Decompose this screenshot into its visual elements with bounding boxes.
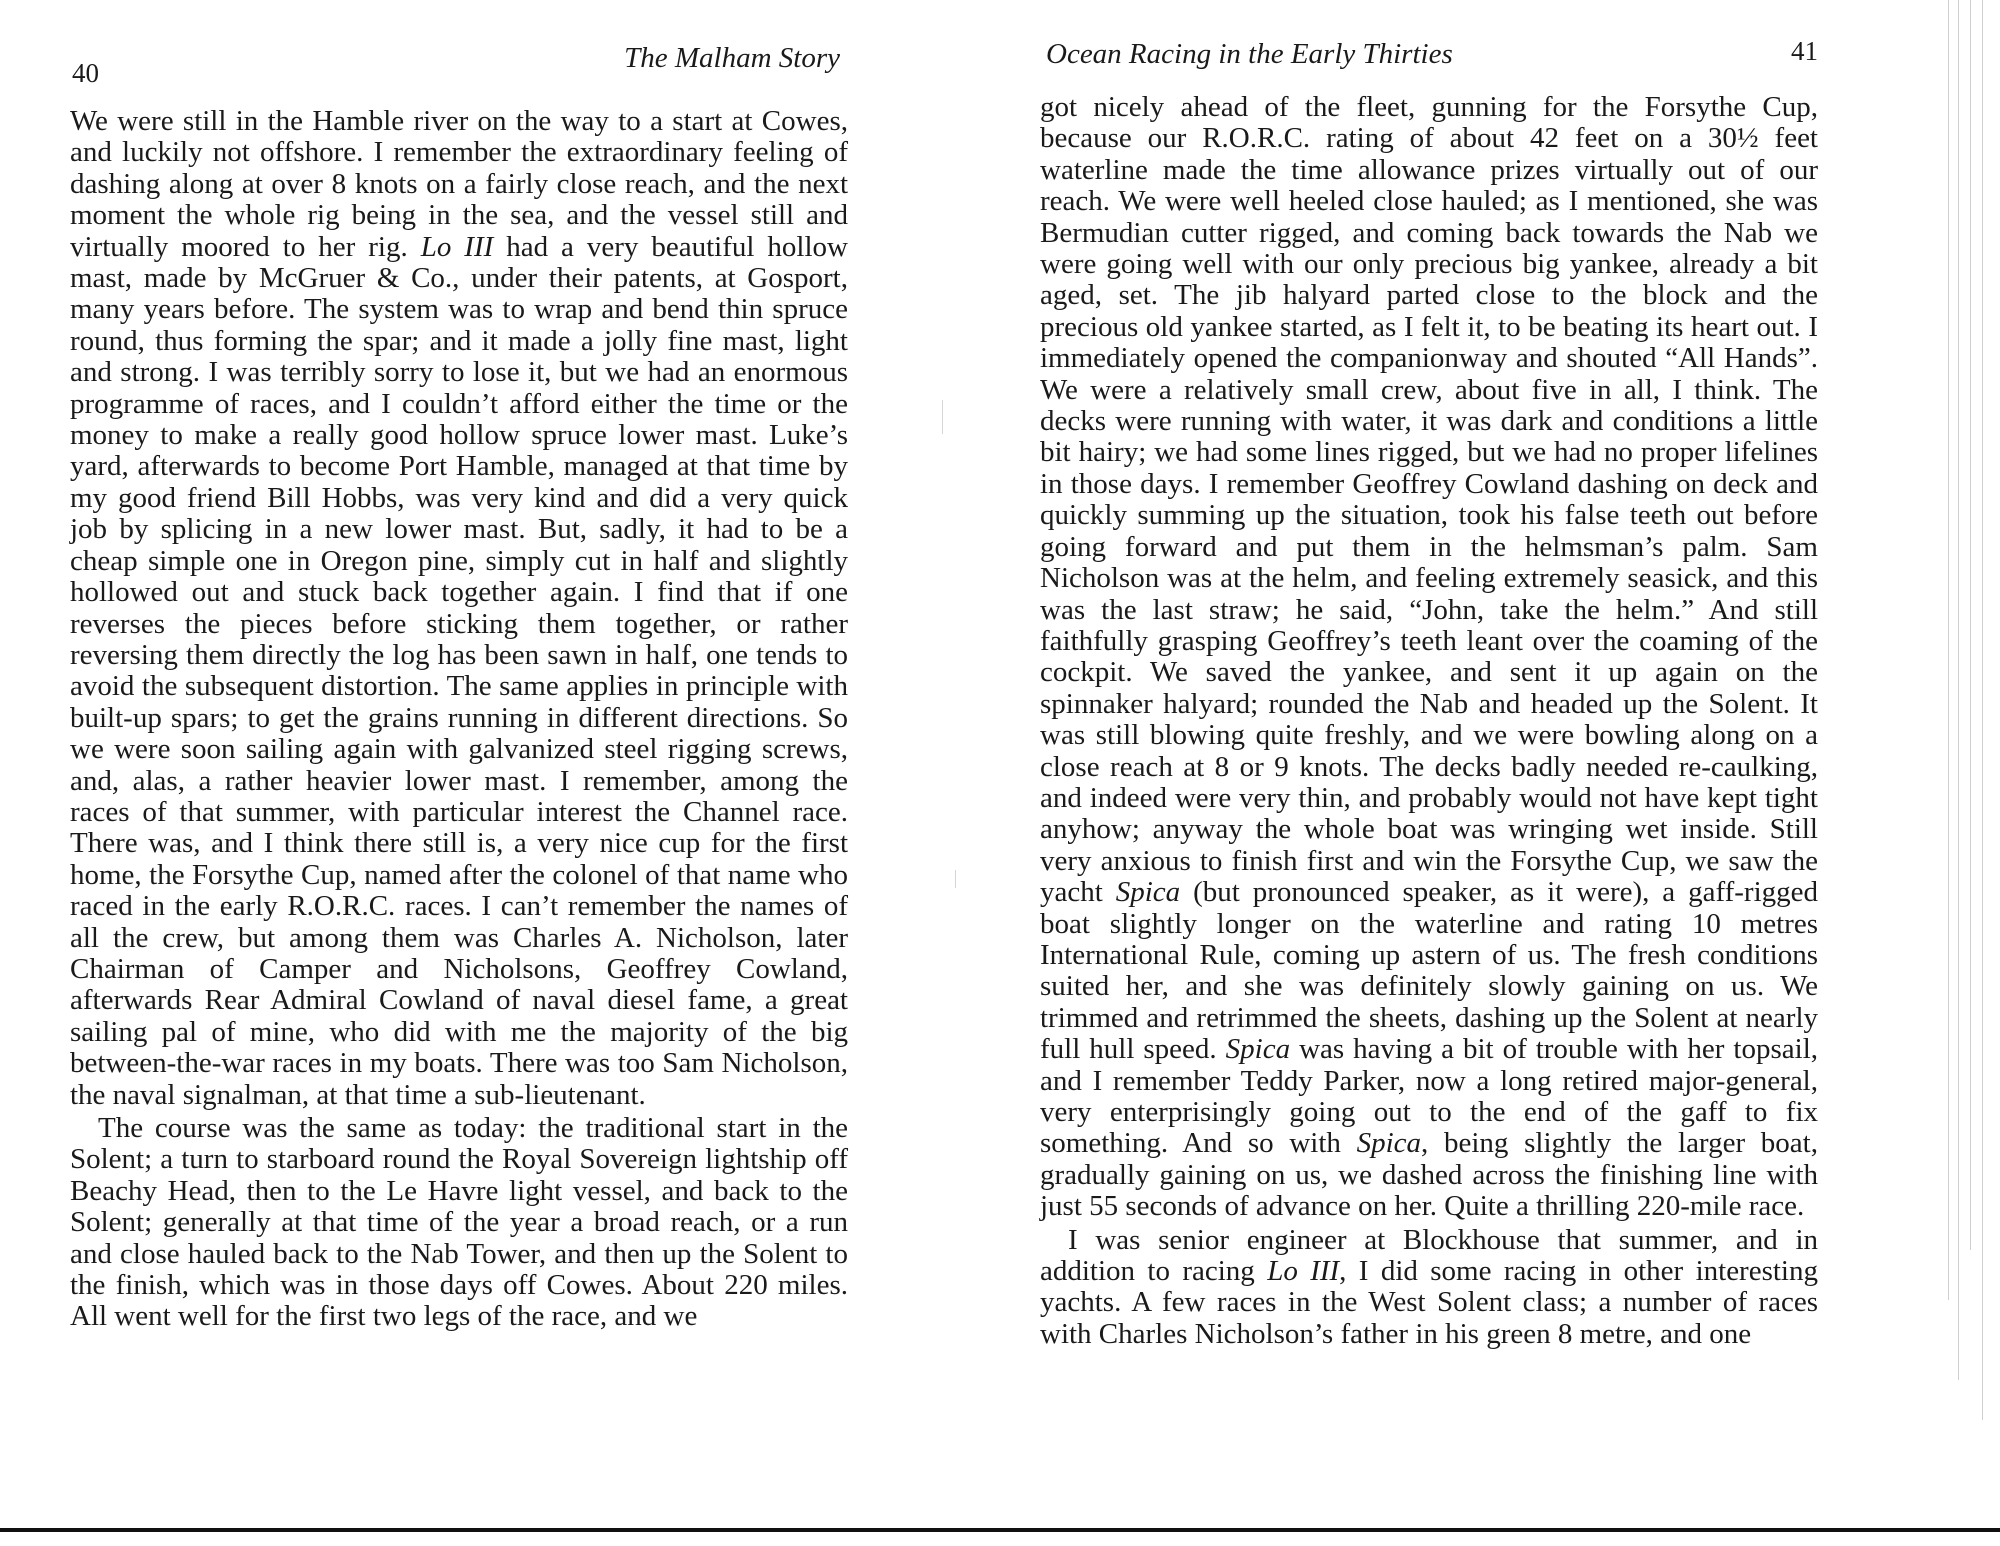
right-page-header — [1040, 0, 1818, 80]
gutter-shadow — [942, 400, 943, 434]
text-run: , I did some racing in other interesting yachts. A few races in the West Solent class; a number of races with Charles Nicholson’s father in his green 8 metre, and one — [1040, 1255, 1818, 1350]
ship-name: Spica — [1356, 1127, 1422, 1160]
text-run: got nicely ahead of the fleet, gunning for the Forsythe Cup, because our R.O.R.C. rating of about 42 feet on a 30½ feet waterline made the time allowance prizes virtually out of our reach. We were well heeled close hauled; as I mentioned, she was Bermudian cutter rigged, and coming back towards the Nab we were going well with our only precious big yankee, already a bit aged, set. The jib halyard parted close to the block and the precious old yankee started, as I felt it, to be beating its heart out. I immediately opened the companionway and shouted “All Hands”. We were a relatively small crew, about five in all, I think. The decks were running with water, it was dark and conditions a little bit hairy; we had some lines rigged, but we had no proper lifelines in those days. I remember Geoffrey Cowland dashing on deck and quickly summing up the situation, took his false teeth out before going forward and put them in the helmsman’s palm. Sam Nicholson was at the helm, and feeling extremely seasick, and this was the last straw; he said, “John, take the helm.” And still faithfully grasping Geoffrey’s teeth leant over the coaming of the cockpit. We saved the yankee, and sent it up again on the spinnaker halyard; rounded the Nab and headed up the Solent. It was still blowing quite freshly, and we were bowling along on a close reach at 8 or 9 knots. The decks badly needed re-caulking, and indeed were very thin, and probably would not have kept tight anyhow; anyway the whole boat was wringing wet inside. Still very anxious to finish first and win the Forsythe Cup, we saw the yacht — [1040, 91, 1818, 909]
ship-name: Lo III — [420, 230, 494, 263]
body-text — [1040, 92, 1818, 1350]
page-number: 41 — [1791, 36, 1818, 66]
body-text — [70, 106, 848, 1333]
left-page — [70, 0, 848, 1530]
page-edge-lines — [1940, 0, 2000, 1530]
paragraph — [1040, 92, 1818, 1223]
text-run: was having a bit of trouble with her topsail, and I remember Teddy Parker, now a long retired major-general, very enterprisingly going out to the end of the gaff to fix something. And so with — [1040, 1033, 1819, 1160]
text-run: had a very beautiful hollow mast, made by McGruer & Co., under their patents, at Gosport, many years before. The system was to wrap and bend thin spruce round, thus forming the spar; and it made a jolly fine mast, light and strong. I was terribly sorry to lose it, but we had an enormous programme of races, and I couldn’t afford either the time or the money to make a really good hollow spruce lower mast. Luke’s yard, afterwards to become Port Hamble, managed at that time by my good friend Bill Hobbs, was very kind and did a very quick job by splicing in a new lower mast. But, sadly, it had to be a cheap simple one in Oregon pine, simply cut in half and slightly hollowed out and stuck back together again. I find that if one reverses the pieces before sticking them together, or rather reversing them directly the log has been sawn in half, one tends to avoid the subsequent distortion. The same applies in principle with built-up spars; to get the grains running in different directions. So we were soon sailing again with galvanized steel rigging screws, and, alas, a rather heavier lower mast. I remember, among the races of that summer, with particular interest the Channel race. There was, and I think there still is, a very nice cup for the first home, the Forsythe Cup, named after the colonel of that name who raced in the early R.O.R.C. races. I can’t remember the names of all the crew, but among them was Charles A. Nicholson, later Chairman of Camper and Nicholsons, Geoffrey Cowland, afterwards Rear Admiral Cowland of naval diesel fame, a great sailing pal of mine, who did with me the majority of the big between-the-war races in my boats. There was too Sam Nicholson, the naval signalman, at that time a sub-lieutenant. — [70, 230, 848, 1111]
page-edge-line — [1958, 0, 1959, 1380]
running-head: The Malham Story — [624, 42, 840, 74]
text-run: , being slightly the larger boat, gradually gaining on us, we dashed across the finishing line with just 55 seconds of advance on her. Quite a thrilling 220-mile race. — [1040, 1127, 1818, 1223]
paragraph — [70, 106, 848, 1111]
paragraph — [70, 1113, 848, 1333]
running-head: Ocean Racing in the Early Thirties — [1046, 38, 1453, 70]
text-run: (but pronounced speaker, as it were), a gaff-rigged boat slightly longer on the waterline and rating 10 metres International Rule, coming up astern of us. The fresh conditions suited her, and she was definitely slowly gaining on us. We trimmed and retrimmed the sheets, dashing up the Solent at nearly full hull speed. — [1040, 876, 1818, 1066]
paragraph — [1040, 1225, 1818, 1351]
gutter-shadow — [955, 870, 956, 888]
left-page-header — [70, 0, 848, 88]
ship-name: Lo III — [1267, 1255, 1340, 1288]
ship-name: Spica — [1115, 876, 1181, 909]
page-edge-line — [1970, 0, 1971, 1250]
ship-name: Spica — [1225, 1033, 1291, 1066]
page-edge-line — [1948, 0, 1949, 1300]
right-page — [1040, 0, 1818, 1530]
text-run: The course was the same as today: the traditional start in the Solent; a turn to starboard round the Royal Sovereign lightship off Beachy Head, then to the Le Havre light vessel, and back to the Solent; generally at that time of the year a broad reach, or a run and close hauled back to the Nab Tower, and then up the Solent to the finish, which was in those days off Cowes. About 220 miles. All went well for the first two legs of the race, and we — [70, 1112, 848, 1333]
text-run: We were still in the Hamble river on the way to a start at Cowes, and luckily not offshore. I remember the extraordinary feeling of dashing along at over 8 knots on a fairly close reach, and the next moment the whole rig being in the sea, and the vessel still and virtually moored to her rig. — [70, 105, 848, 263]
text-run: I was senior engineer at Blockhouse that summer, and in addition to racing — [1040, 1223, 1818, 1288]
page-edge-line — [1982, 0, 1983, 1420]
scan-bottom-edge — [0, 1528, 2000, 1532]
page-number: 40 — [72, 58, 99, 88]
